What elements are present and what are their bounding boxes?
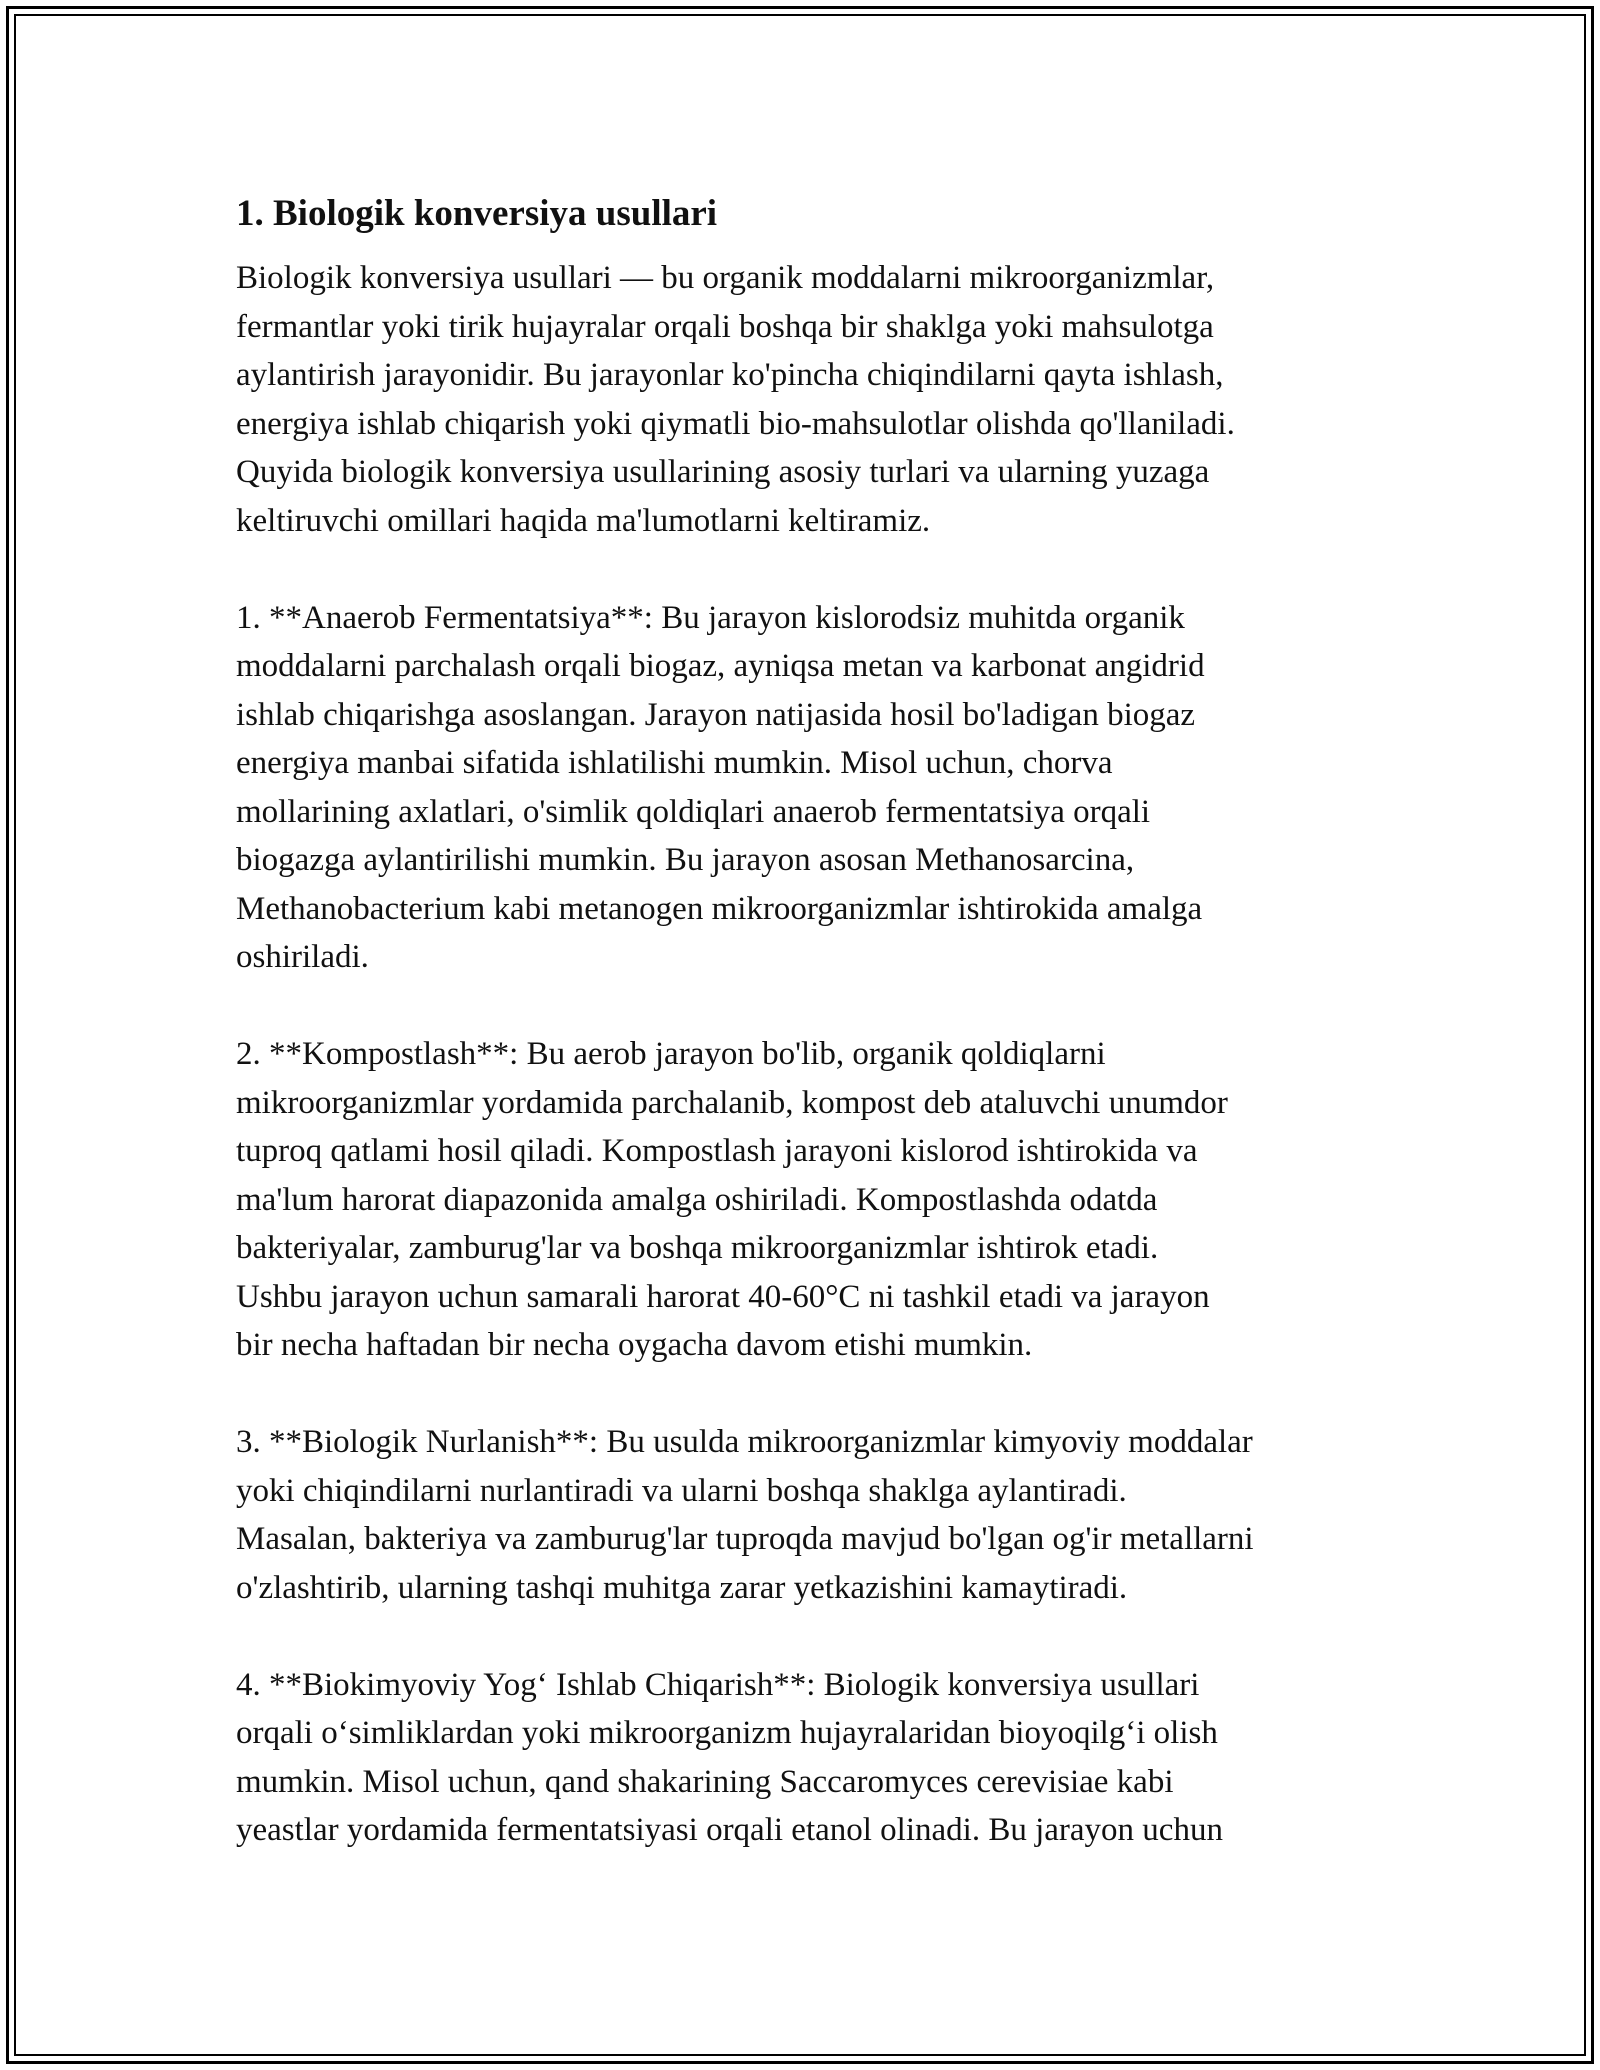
- paragraph-biokimyoviy-yog: 4. **Biokimyoviy Yog‘ Ishlab Chiqarish**: Biologik konversiya usullari orqali o‘simliklardan yoki mikroorganizm hujayralaridan bioyoqilg‘i olish mumkin. Misol uchun, qand shakarining Saccaromyces cerevisiae kabi yeastlar yordamida fermentatsiyasi orqali etanol olinadi. Bu jarayon uchun: [236, 1666, 1223, 1848]
- intro-paragraph: Biologik konversiya usullari — bu organik moddalarni mikroorganizmlar, fermantlar yoki tirik hujayralar orqali boshqa bir shaklga yoki mahsulotga aylantirish jarayonidir. Bu jarayonlar ko'pincha chiqindilarni qayta ishlash, energiya ishlab chiqarish yoki qiymatli bio-mahsulotlar olishda qo'llaniladi. Quyida biologik konversiya usullarining asosiy turlari va ularning yuzaga keltiruvchi omillari haqida ma'lumotlarni keltiramiz.: [236, 260, 1235, 539]
- paragraph-biologik-nurlanish: 3. **Biologik Nurlanish**: Bu usulda mikroorganizmlar kimyoviy moddalar yoki chiqindilarni nurlantiradi va ularni boshqa shaklga aylantiradi. Masalan, bakteriya va zamburug'lar tuproqda mavjud bo'lgan og'ir metallarni o'zlashtirib, ularning tashqi muhitga zarar yetkazishini kamaytiradi.: [236, 1424, 1254, 1606]
- document-title: 1. Biologik konversiya usullari: [236, 193, 718, 234]
- document-body: [236, 186, 1376, 1903]
- paragraph-anaerob-fermentatsiya: 1. **Anaerob Fermentatsiya**: Bu jarayon kislorodsiz muhitda organik moddalarni parchalash orqali biogaz, ayniqsa metan va karbonat angidrid ishlab chiqarishga asoslangan. Jarayon natijasida hosil bo'ladigan biogaz energiya manbai sifatida ishlatilishi mumkin. Misol uchun, chorva mollarining axlatlari, o'simlik qoldiqlari anaerob fermentatsiya orqali biogazga aylantirilishi mumkin. Bu jarayon asosan Methanosarcina, Methanobacterium kabi metanogen mikroorganizmlar ishtirokida amalga oshiriladi.: [236, 599, 1205, 975]
- paragraph-kompostlash: 2. **Kompostlash**: Bu aerob jarayon bo'lib, organik qoldiqlarni mikroorganizmlar yordamida parchalanib, kompost deb ataluvchi unumdor tuproq qatlami hosil qiladi. Kompostlash jarayoni kislorod ishtirokida va ma'lum harorat diapazonida amalga oshiriladi. Kompostlashda odatda bakteriyalar, zamburug'lar va boshqa mikroorganizmlar ishtirok etadi. Ushbu jarayon uchun samarali harorat 40-60°C ni tashkil etadi va jarayon bir necha haftadan bir necha oygacha davom etishi mumkin.: [236, 1036, 1228, 1363]
